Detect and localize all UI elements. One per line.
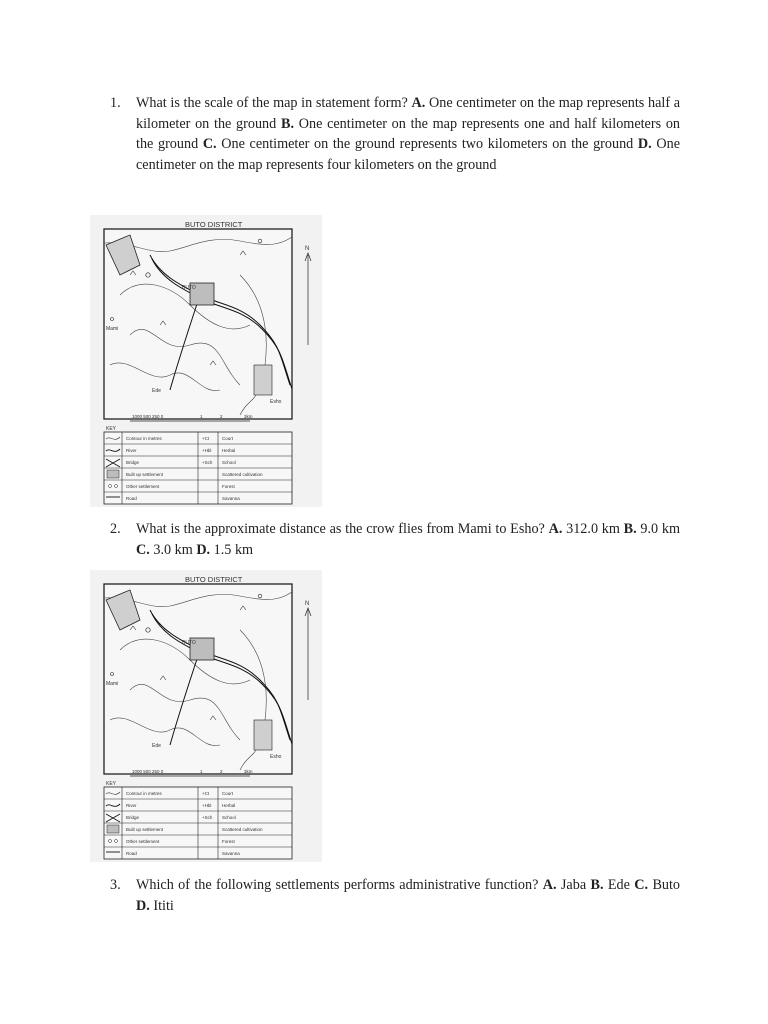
option-letter: D. (136, 897, 150, 914)
option-text: Ede (607, 877, 630, 893)
scale-label: 3km (244, 769, 253, 774)
key-item: School (222, 815, 236, 820)
key-item: Court (222, 436, 234, 441)
scale-label: 1000 500 250 0 (132, 769, 164, 774)
option-text: One centimeter on the ground represents two kilometers on the ground (221, 136, 634, 152)
question-body (136, 519, 680, 560)
key-symbol: +Ct (202, 791, 210, 796)
key-item: Road (126, 851, 137, 856)
question-body (136, 93, 680, 175)
key-item: Contour in metres (126, 436, 162, 441)
key-item: Contour in metres (126, 791, 162, 796)
scale-label: 2 (220, 414, 223, 419)
place-label: Ede (152, 743, 161, 749)
key-item: Savanna (222, 496, 240, 501)
map-svg (90, 215, 322, 507)
scale-label: 1000 500 250 0 (132, 414, 164, 419)
question-text: Which of the following settlements performs administrative function? (136, 877, 539, 893)
scale-label: 1 (200, 414, 203, 419)
option-letter: C. (202, 136, 217, 152)
key-item: River (126, 448, 137, 453)
key-item: Built up settlement (126, 472, 164, 477)
map-figure (90, 570, 322, 862)
option-text: 9.0 km (640, 521, 680, 537)
key-item: Forest (222, 484, 235, 489)
key-item: Other settlement (126, 839, 160, 844)
option-text: One centimeter on the map represents half a kilometer on the ground (136, 95, 681, 132)
key-item: Forest (222, 839, 235, 844)
option-letter: A. (548, 521, 563, 537)
option-letter: A. (542, 877, 557, 893)
option-text: Buto (652, 877, 681, 893)
key-item: Other settlement (126, 484, 160, 489)
place-label: BUTO (182, 285, 196, 291)
key-item: River (126, 803, 137, 808)
option-letter: D. (637, 136, 652, 152)
question-2 (110, 519, 680, 560)
key-symbol: +Hbl (202, 803, 212, 808)
option-text: 312.0 km (566, 521, 620, 537)
question-text: What is the approximate distance as the crow flies from Mami to Esho? (136, 521, 545, 537)
option-letter: D. (196, 541, 211, 558)
option-text: 1.5 km (213, 541, 254, 558)
place-label: Esho (270, 754, 282, 760)
key-item: Herbal (222, 448, 236, 453)
key-item: Road (126, 496, 137, 501)
key-item: Bridge (126, 815, 140, 820)
key-symbol: +Sch (202, 460, 213, 465)
place-label: Esho (270, 399, 282, 405)
key-item: Scattered cultivation (222, 472, 263, 477)
option-letter: B. (590, 877, 604, 893)
map-figure (90, 215, 322, 507)
option-text: One centimeter on the map represents four kilometers on the ground (136, 136, 680, 173)
north-arrow-label: N (305, 246, 310, 252)
place-label: Mami (106, 326, 119, 332)
scale-label: 1 (200, 769, 203, 774)
key-symbol: +Sch (202, 815, 213, 820)
place-label: BUTO (182, 640, 196, 646)
scale-label: 3km (244, 414, 253, 419)
option-text: 3.0 km (153, 541, 193, 558)
question-number: 2. (110, 521, 121, 537)
key-item: Herbal (222, 803, 236, 808)
key-item: Court (222, 791, 234, 796)
key-symbol: +Hbl (202, 448, 212, 453)
map-svg (90, 570, 322, 862)
option-letter: A. (411, 95, 426, 111)
key-item: Scattered cultivation (222, 827, 263, 832)
scale-label: 2 (220, 769, 223, 774)
key-title: KEY (106, 781, 117, 787)
key-item: Savanna (222, 851, 240, 856)
map-title: BUTO DISTRICT (185, 575, 243, 584)
option-letter: C. (634, 877, 649, 893)
question-3 (110, 875, 680, 916)
key-title: KEY (106, 426, 117, 432)
key-item: Built up settlement (126, 827, 164, 832)
key-item: Bridge (126, 460, 140, 465)
question-number: 3. (110, 877, 121, 893)
question-1 (110, 93, 680, 175)
place-label: Mami (106, 681, 119, 687)
map-title: BUTO DISTRICT (185, 220, 243, 229)
option-letter: C. (136, 541, 150, 558)
key-item: School (222, 460, 236, 465)
question-text: What is the scale of the map in statement form? (136, 95, 408, 111)
question-number: 1. (110, 95, 121, 111)
option-text: One centimeter on the map represents one and half kilometers on the ground (136, 115, 681, 152)
option-text: Jaba (560, 877, 587, 893)
option-letter: B. (280, 115, 294, 132)
place-label: Ede (152, 388, 161, 394)
option-text: Ititi (153, 897, 174, 914)
option-letter: B. (623, 521, 637, 537)
north-arrow-label: N (305, 601, 310, 607)
key-symbol: +Ct (202, 436, 210, 441)
question-body (136, 875, 680, 916)
